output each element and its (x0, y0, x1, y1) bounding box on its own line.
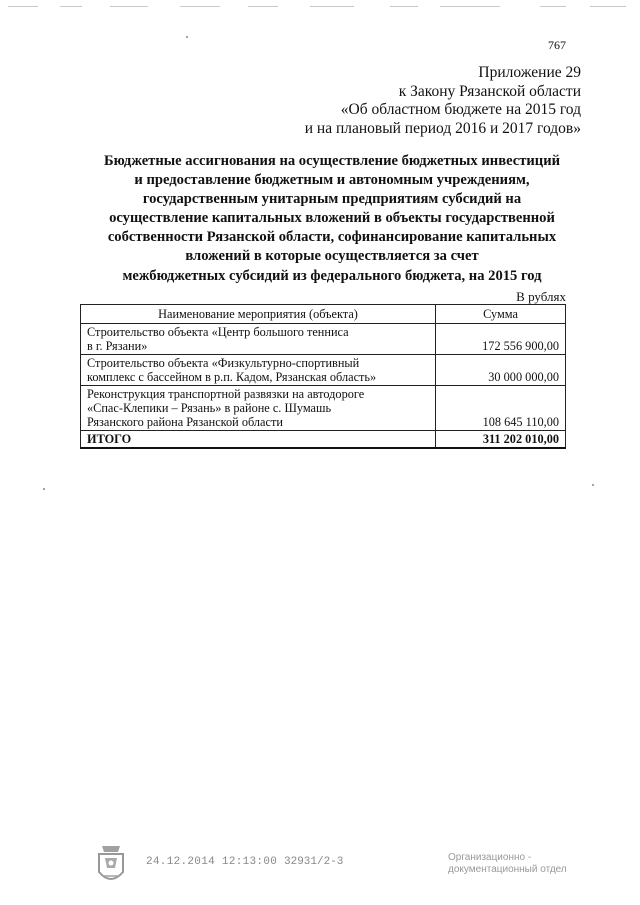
appendix-line: и на плановый период 2016 и 2017 годов» (304, 119, 581, 137)
footer-datetime: 24.12.2014 12:13:00 (146, 856, 278, 868)
row-name-line: Строительство объекта «Центр большого тенниса (87, 325, 349, 339)
row-name-cell (81, 355, 436, 386)
appendix-header (305, 64, 581, 138)
row-name-cell (81, 324, 436, 355)
units-label: В рублях (516, 289, 566, 304)
title-line: государственным унитарным предприятиям субсидий на (142, 191, 522, 208)
footer-document-code: 32931/2-3 (284, 856, 344, 868)
total-amount: 311 202 010,00 (436, 431, 566, 449)
scan-top-edge (0, 0, 640, 12)
footer-org-line: документационный отдел (448, 864, 567, 875)
row-amount-cell: 108 645 110,00 (436, 386, 566, 431)
title-line: межбюджетных субсидий из федерального бюджета, на 2015 год (122, 267, 542, 284)
row-amount-cell: 172 556 900,00 (436, 324, 566, 355)
appendix-line: Приложение 29 (478, 64, 581, 81)
row-name-line: в г. Рязани» (87, 339, 148, 353)
column-header-name: Наименование мероприятия (объекта) (81, 305, 436, 324)
document-title (82, 152, 582, 286)
title-line: и предоставление бюджетным и автономным учреждениям, (134, 172, 530, 189)
row-name-line: «Спас-Клепики – Рязань» в районе с. Шумашь (87, 401, 332, 415)
row-name-line: Рязанского района Рязанской области (87, 415, 283, 429)
row-name-line: Строительство объекта «Физкультурно-спортивный (87, 356, 360, 370)
page-number: 767 (548, 38, 566, 52)
total-row (81, 431, 566, 449)
table-header-row (81, 305, 566, 324)
row-name-line: Реконструкция транспортной развязки на автодороге (87, 387, 365, 401)
footer-department-stamp (448, 852, 567, 876)
title-line: вложений в которые осуществляется за счет (185, 248, 479, 265)
title-line: Бюджетные ассигнования на осуществление бюджетных инвестиций (103, 153, 561, 169)
row-name-line: комплекс с бассейном в р.п. Кадом, Рязанская область» (87, 370, 377, 384)
title-line: осуществление капитальных вложений в объекты государственной (109, 210, 555, 227)
title-line: собственности Рязанской области, софинансирование капитальных (107, 229, 557, 246)
total-label: ИТОГО (81, 431, 436, 449)
row-name-cell (81, 386, 436, 431)
budget-table (80, 304, 566, 449)
scan-speck (43, 488, 45, 490)
scan-speck (592, 484, 594, 486)
row-amount-cell: 30 000 000,00 (436, 355, 566, 386)
scan-speck (186, 36, 188, 38)
column-header-amount: Сумма (436, 305, 566, 324)
table-row (81, 355, 566, 386)
appendix-line: «Об областном бюджете на 2015 год (340, 101, 581, 119)
appendix-line: к Закону Рязанской области (398, 82, 581, 100)
table-row (81, 386, 566, 431)
footer-org-line: Организационно - (448, 852, 532, 863)
coat-of-arms-icon (94, 842, 128, 888)
table-row (81, 324, 566, 355)
